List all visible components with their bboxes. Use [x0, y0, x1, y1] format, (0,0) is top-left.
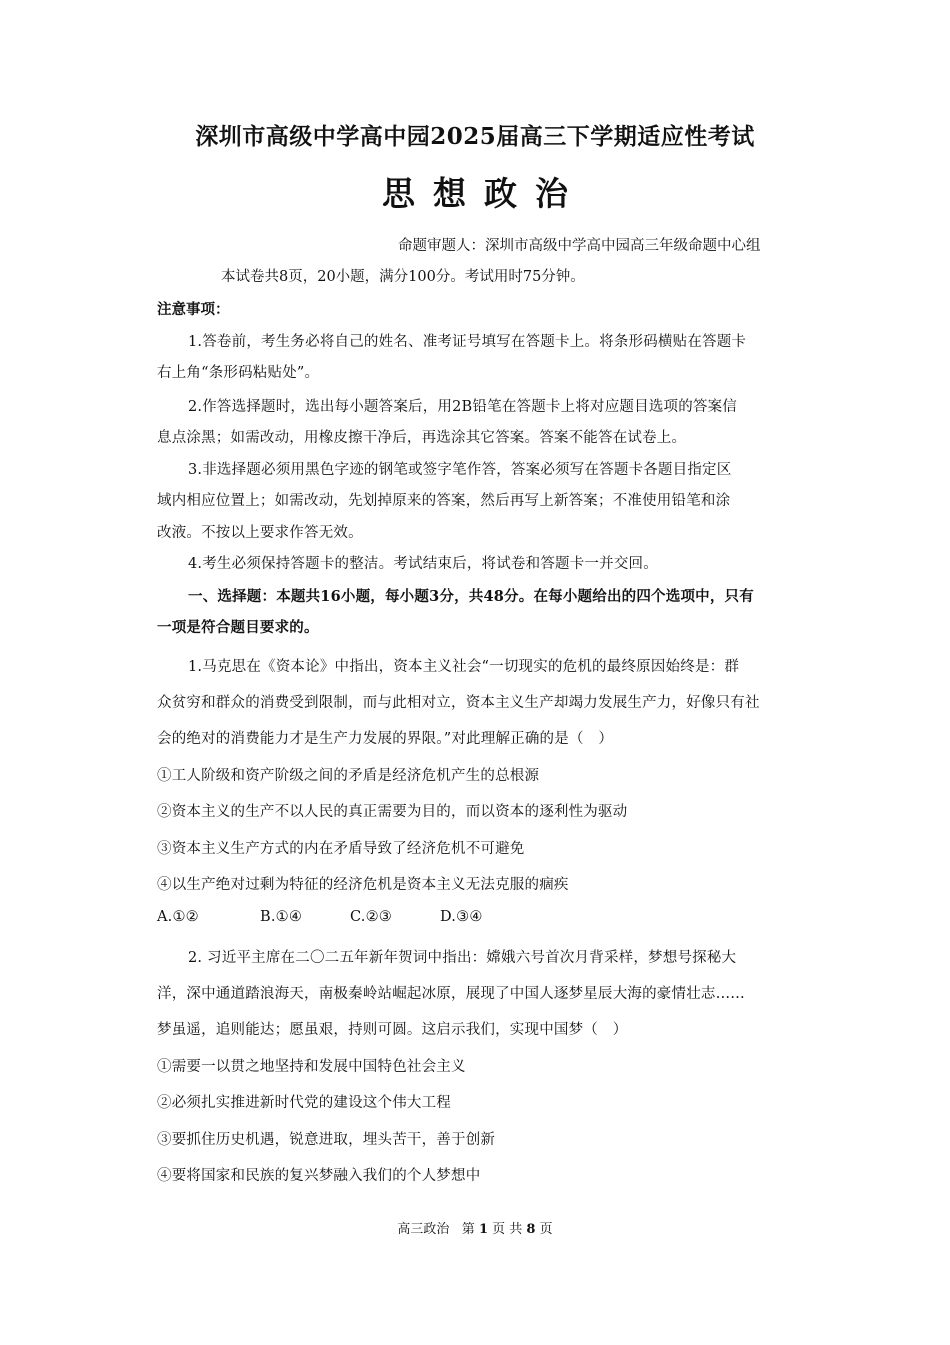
q1-stem-line-2: 众贫穷和群众的消费受到限制，而与此相对立，资本主义生产却竭力发展生产力，好像只有社 — [157, 695, 760, 711]
notice-item-2-line-1: 2.作答选择题时，选出每小题答案后，用2B铅笔在答题卡上将对应题目选项的答案信 — [188, 399, 738, 415]
q1-statement-2: ②资本主义的生产不以人民的真正需要为目的，而以资本的逐利性为驱动 — [157, 804, 628, 820]
q1-statement-4: ④以生产绝对过剩为特征的经济危机是资本主义无法克服的痼疾 — [157, 877, 569, 893]
notice-item-3-line-2: 域内相应位置上；如需改动，先划掉原来的答案，然后再写上新答案；不准使用铅笔和涂 — [157, 493, 731, 509]
section-1-heading-line-1: 一、选择题：本题共16小题，每小题3分，共48分。在每小题给出的四个选项中，只有 — [188, 588, 754, 605]
q2-statement-2: ②必须扎实推进新时代党的建设这个伟大工程 — [157, 1095, 451, 1111]
subject-title: 思想政治 — [382, 174, 586, 213]
q1-option-d: D.③④ — [440, 909, 483, 925]
q1-option-c: C.②③ — [350, 909, 392, 925]
q2-statement-4: ④要将国家和民族的复兴梦融入我们的个人梦想中 — [157, 1168, 481, 1184]
q2-stem-line-1: 2. 习近平主席在二〇二五年新年贺词中指出：嫦娥六号首次月背采样，梦想号探秘大 — [188, 950, 737, 966]
notice-heading: 注意事项： — [157, 301, 230, 318]
notice-item-4-line-1: 4.考生必须保持答题卡的整洁。考试结束后，将试卷和答题卡一并交回。 — [188, 556, 658, 572]
section-1-heading-line-2: 一项是符合题目要求的。 — [157, 619, 319, 636]
q1-statement-1: ①工人阶级和资产阶级之间的矛盾是经济危机产生的总根源 — [157, 768, 540, 784]
q2-statement-1: ①需要一以贯之地坚持和发展中国特色社会主义 — [157, 1059, 466, 1075]
q1-statement-3: ③资本主义生产方式的内在矛盾导致了经济危机不可避免 — [157, 841, 525, 857]
footer-total-pages: 8 — [526, 1222, 536, 1237]
footer-page-number: 1 — [478, 1222, 488, 1237]
notice-item-3-line-3: 改液。不按以上要求作答无效。 — [157, 525, 363, 541]
footer-page-prefix: 第 — [461, 1222, 475, 1237]
notice-item-2-line-2: 息点涂黑；如需改动，用橡皮擦干净后，再选涂其它答案。答案不能答在试卷上。 — [157, 430, 687, 446]
q2-stem-line-2: 洋，深中通道踏浪海天，南极秦岭站崛起冰原，展现了中国人逐梦星辰大海的豪情壮志…… — [157, 986, 745, 1002]
q1-option-a: A.①② — [157, 909, 199, 925]
setter-line: 命题审题人：深圳市高级中学高中园高三年级命题中心组 — [398, 238, 761, 254]
q1-option-b: B.①④ — [260, 909, 303, 925]
q2-statement-3: ③要抓住历史机遇，锐意进取，埋头苦干，善于创新 — [157, 1132, 496, 1148]
notice-item-1-line-2: 右上角“条形码粘贴处”。 — [157, 365, 320, 381]
exam-title: 深圳市高级中学高中园2025届高三下学期适应性考试 — [195, 123, 755, 150]
exam-info: 本试卷共8页，20小题，满分100分。考试用时75分钟。 — [221, 269, 585, 285]
footer-subject: 高三政治 — [397, 1222, 450, 1237]
q2-stem-line-3: 梦虽遥，追则能达；愿虽艰，持则可圆。这启示我们，实现中国梦（ ） — [157, 1022, 628, 1038]
notice-item-3-line-1: 3.非选择题必须用黑色字迹的钢笔或签字笔作答，答案必须写在答题卡各题目指定区 — [188, 462, 732, 478]
q1-stem-line-3: 会的绝对的消费能力才是生产力发展的界限。”对此理解正确的是（ ） — [157, 731, 614, 747]
page-footer — [0, 1218, 950, 1237]
q1-stem-line-1: 1.马克思在《资本论》中指出，资本主义社会“一切现实的危机的最终原因始终是：群 — [188, 659, 740, 675]
footer-page-mid: 页 共 — [492, 1222, 523, 1237]
footer-page-suffix: 页 — [539, 1222, 553, 1237]
notice-item-1-line-1: 1.答卷前，考生务必将自己的姓名、准考证号填写在答题卡上。将条形码横贴在答题卡 — [188, 334, 747, 350]
